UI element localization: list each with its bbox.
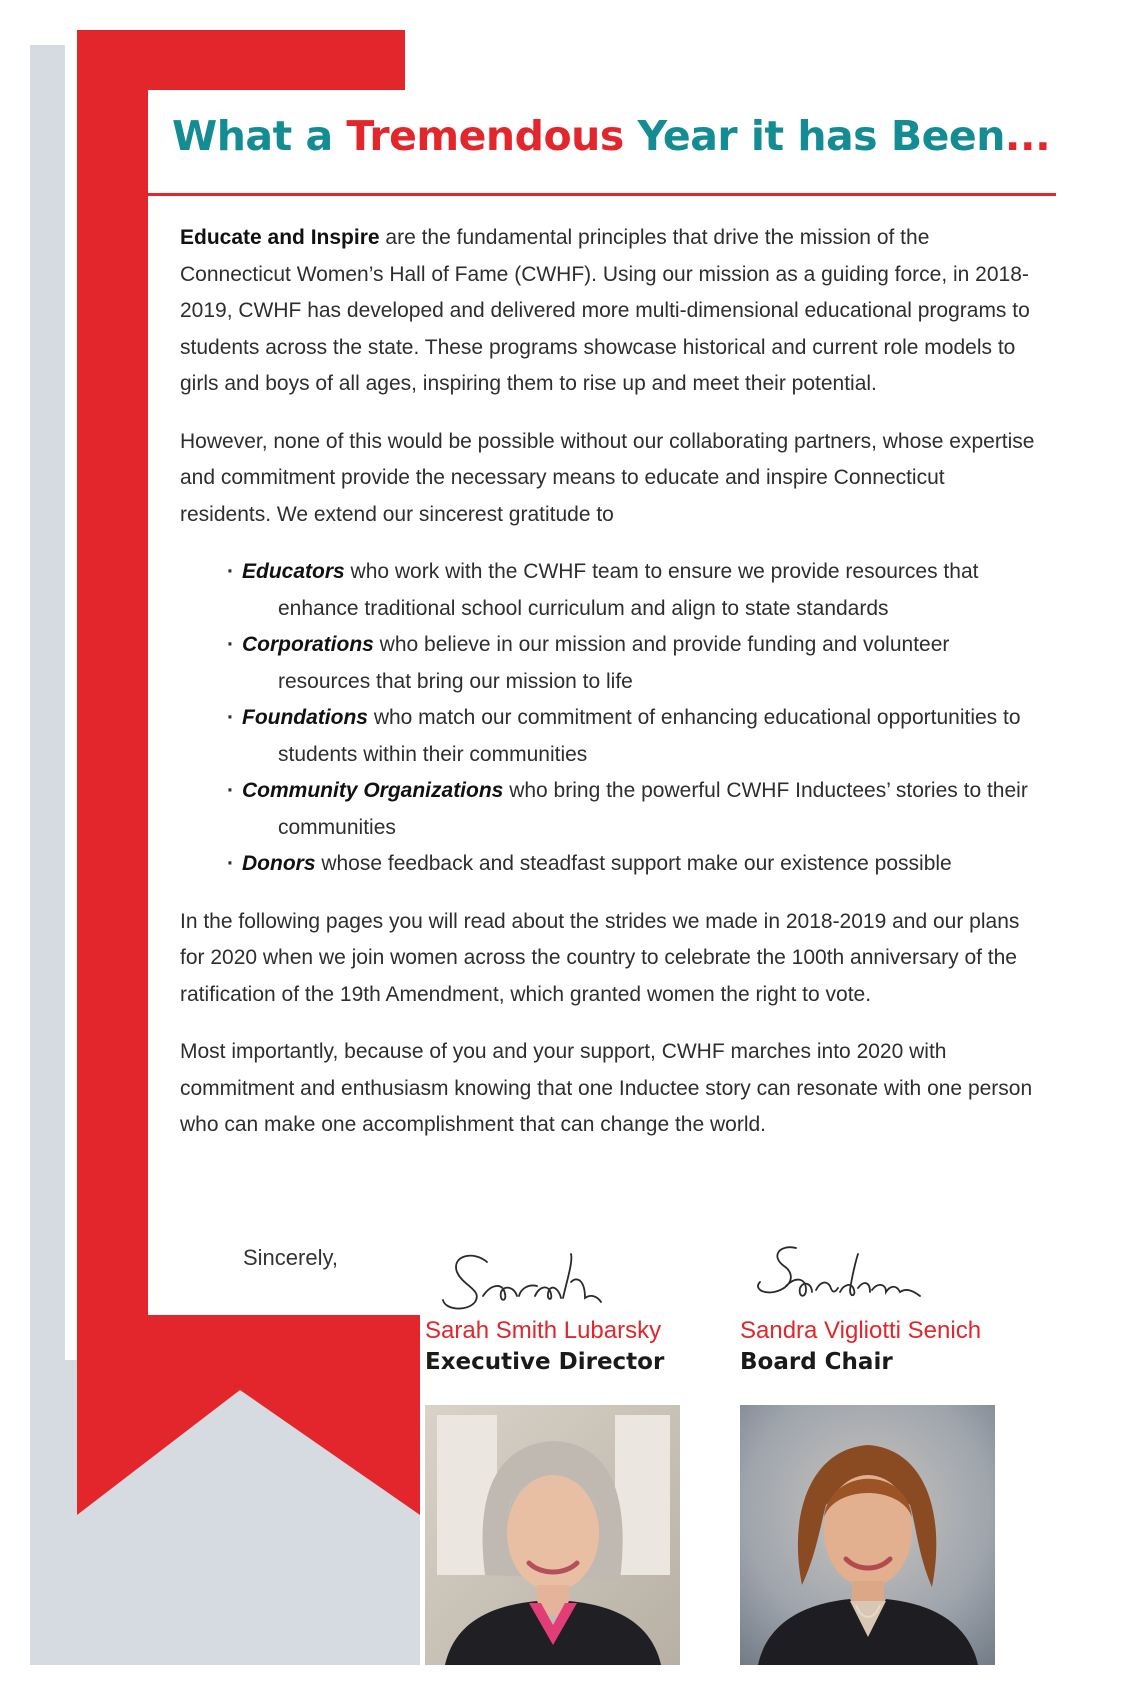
signer-board-chair <box>740 1240 981 1375</box>
signer-name: Sarah Smith Lubarsky <box>425 1317 662 1344</box>
signer-executive-director <box>425 1240 664 1375</box>
list-item <box>230 627 1040 700</box>
title-part-1: What a <box>172 112 347 160</box>
partner-term: Donors <box>242 852 316 875</box>
title-ellipsis: ... <box>1004 112 1051 160</box>
page-title <box>172 112 1050 160</box>
portrait-photo-board-chair <box>740 1405 995 1665</box>
signer-role: Executive Director <box>425 1349 665 1375</box>
intro-text: are the fundamental principles that drive the mission of the Connecticut Women’s Hall of Fame (CWHF). Using our mission as a guiding force, in 2018-2019, CWHF has developed and delivered more multi-dimensional educational programs to students across the state. These programs showcase historical and current role models to girls and boys of all ages, inspiring them to rise up and meet their potential. <box>180 226 1030 395</box>
list-item <box>230 846 1040 883</box>
signer-role: Board Chair <box>740 1349 893 1375</box>
intro-paragraph <box>180 220 1040 403</box>
following-paragraph: In the following pages you will read about the strides we made in 2018-2019 and our plans for 2020 when we join women across the country to celebrate the 100th anniversary of the ratification of the 19th Amendment, which granted women the right to vote. <box>180 909 1020 1006</box>
closing-paragraph: Most importantly, because of you and your support, CWHF marches into 2020 with commitment and enthusiasm knowing that one Inductee story can resonate with one person who can make one accomplishment that can change the world. <box>180 1040 1033 1136</box>
list-item <box>230 773 1040 846</box>
partner-text: who bring the powerful CWHF Inductees’ stories to their communities <box>278 779 1028 839</box>
title-part-2: Year it has Been <box>623 112 1005 160</box>
portrait-photo-executive-director <box>425 1405 680 1665</box>
sign-off: Sincerely, <box>243 1245 338 1270</box>
signer-name: Sandra Vigliotti Senich <box>740 1317 982 1344</box>
portrait-sarah-icon <box>425 1405 680 1665</box>
partner-text: who believe in our mission and provide funding and volunteer resources that bring our mission to life <box>278 633 950 693</box>
partner-term: Foundations <box>242 706 368 729</box>
partner-text: who match our commitment of enhancing educational opportunities to students within their communities <box>278 706 1021 766</box>
title-accent-word: Tremendous <box>346 112 624 160</box>
gratitude-paragraph: However, none of this would be possible without our collaborating partners, whose expertise and commitment provide the necessary means to educate and inspire Connecticut residents. We extend our sincerest gratitude to <box>180 429 1035 526</box>
title-underline <box>148 193 1056 196</box>
partners-list <box>180 554 1040 883</box>
signature-sarah-icon <box>425 1240 625 1315</box>
partner-text: who work with the CWHF team to ensure we provide resources that enhance traditional school curriculum and align to state standards <box>278 560 979 620</box>
intro-lead: Educate and Inspire <box>180 226 380 249</box>
partner-term: Community Organizations <box>242 779 504 802</box>
portrait-sandra-icon <box>740 1405 995 1665</box>
partner-term: Corporations <box>242 633 374 656</box>
signature-sandra-icon <box>740 1240 940 1315</box>
letter-body <box>180 220 1040 1165</box>
partner-text: whose feedback and steadfast support make our existence possible <box>315 852 952 875</box>
partner-term: Educators <box>242 560 345 583</box>
list-item <box>230 554 1040 627</box>
list-item <box>230 700 1040 773</box>
